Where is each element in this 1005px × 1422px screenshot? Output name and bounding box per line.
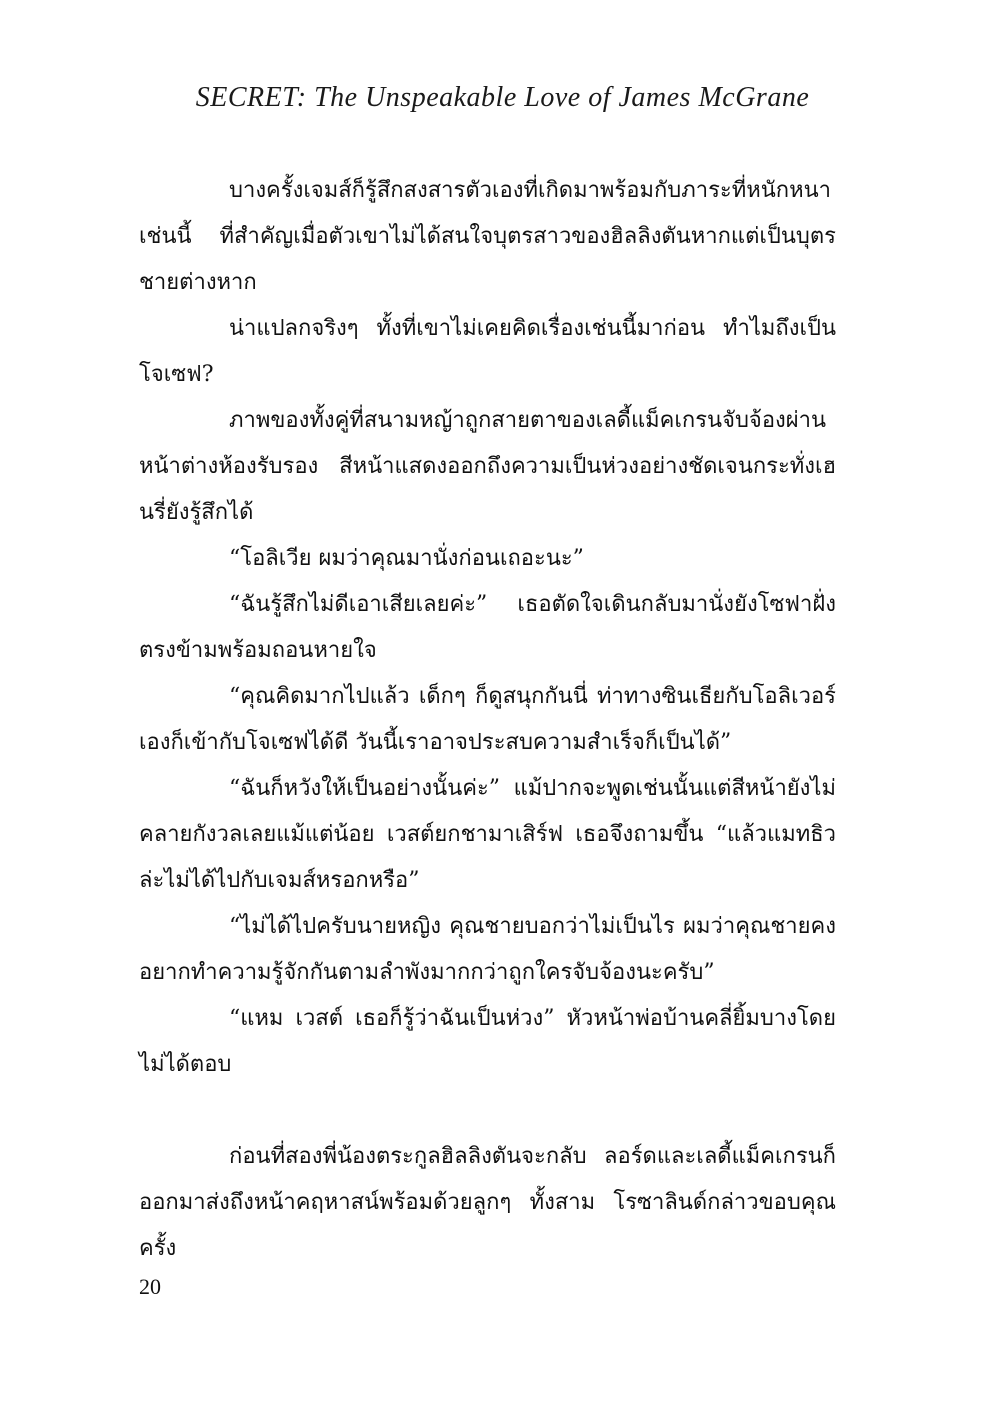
paragraph: “โอลิเวีย ผมว่าคุณมานั่งก่อนเถอะนะ”	[229, 546, 584, 571]
paragraph: “คุณคิดมากไปแล้ว เด็กๆ ก็ดูสนุกกันนี่ ท่าทางซินเธียกับโอลิเวอร์เองก็เข้ากับโจเซฟได้ดี วันนี้เราอาจประสบความสำเร็จก็เป็นได้”	[139, 684, 836, 755]
paragraph: “ไม่ได้ไปครับนายหญิง คุณชายบอกว่าไม่เป็นไร ผมว่าคุณชายคงอยากทำความรู้จักกันตามลำพังมากกว่าถูกใครจับจ้องนะครับ”	[139, 914, 836, 985]
paragraph: น่าแปลกจริงๆ ทั้งที่เขาไม่เคยคิดเรื่องเช่นนี้มาก่อน ทำไมถึงเป็นโจเซฟ?	[139, 316, 836, 387]
running-header: SECRET: The Unspeakable Love of James McGrane	[195, 82, 810, 113]
body-text	[139, 168, 836, 1272]
paragraph: ก่อนที่สองพี่น้องตระกูลฮิลลิงตันจะกลับ ลอร์ดและเลดี้แม็คเกรนก็ออกมาส่งถึงหน้าคฤหาสน์พร้อมด้วยลูกๆ ทั้งสาม โรซาลินด์กล่าวขอบคุณครั้ง	[139, 1144, 836, 1261]
paragraph: “ฉันรู้สึกไม่ดีเอาเสียเลยค่ะ” เธอตัดใจเดินกลับมานั่งยังโซฟาฝั่งตรงข้ามพร้อมถอนหายใจ	[139, 592, 836, 663]
paragraph: “ฉันก็หวังให้เป็นอย่างนั้นค่ะ” แม้ปากจะพูดเช่นนั้นแต่สีหน้ายังไม่คลายกังวลเลยแม้แต่น้อย เวสต์ยกชามาเสิร์ฟ เธอจึงถามขึ้น “แล้วแมทธิวล่ะไม่ได้ไปกับเจมส์หรอกหรือ”	[139, 776, 836, 893]
page-number: 20	[139, 1274, 161, 1299]
paragraph: ภาพของทั้งคู่ที่สนามหญ้าถูกสายตาของเลดี้แม็คเกรนจับจ้องผ่านหน้าต่างห้องรับรอง สีหน้าแสดงออกถึงความเป็นห่วงอย่างชัดเจนกระทั่งเฮนรี่ยังรู้สึกได้	[139, 408, 836, 525]
scene-break	[139, 1088, 836, 1134]
paragraph: “แหม เวสต์ เธอก็รู้ว่าฉันเป็นห่วง” หัวหน้าพ่อบ้านคลี่ยิ้มบางโดยไม่ได้ตอบ	[139, 1006, 836, 1077]
paragraph: บางครั้งเจมส์ก็รู้สึกสงสารตัวเองที่เกิดมาพร้อมกับภาระที่หนักหนาเช่นนี้ ที่สำคัญเมื่อตัวเขาไม่ได้สนใจบุตรสาวของฮิลลิงตันหากแต่เป็นบุตรชายต่างหาก	[139, 178, 836, 295]
